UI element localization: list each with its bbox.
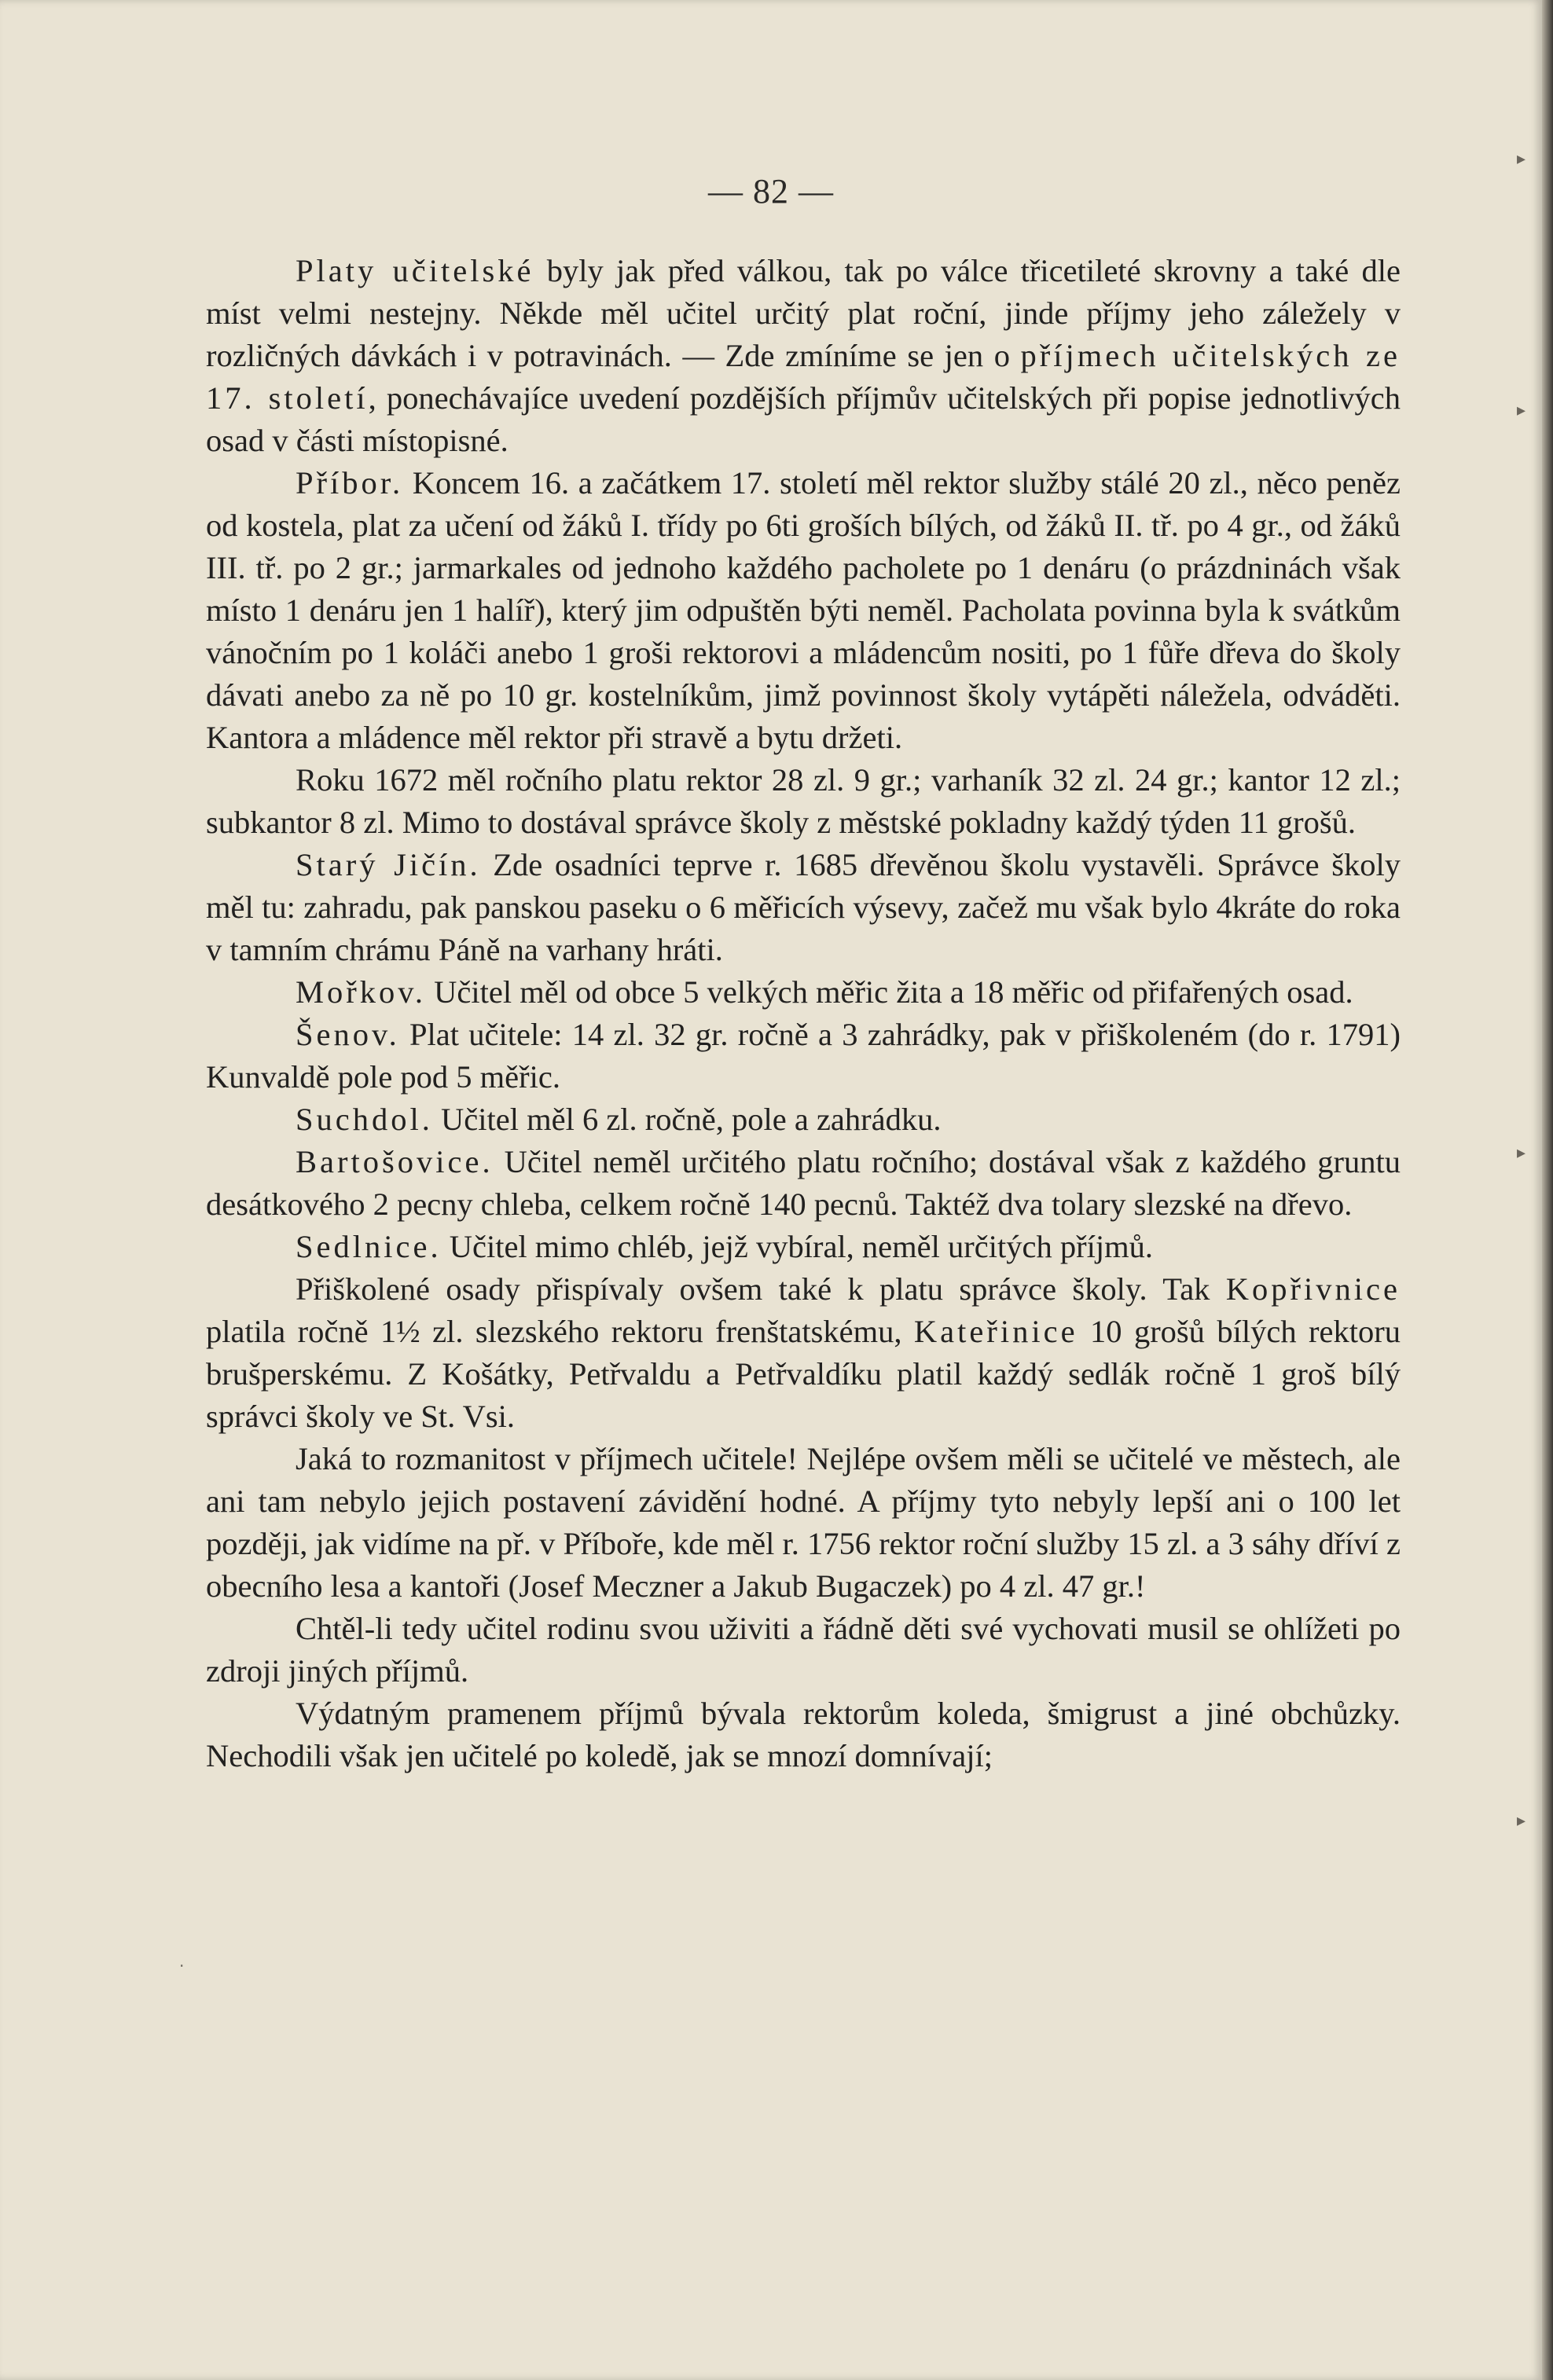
paragraph-lead: Bartošovice. (296, 1144, 494, 1179)
page-edge-shadow (1542, 0, 1553, 2380)
paragraph-roku-1672 (206, 759, 1401, 844)
paragraph-stary-jicin (206, 844, 1401, 971)
paragraph-priskolene-osady (206, 1268, 1401, 1438)
paragraph-text: 10 grošů bílých rektoru brušperskému. Z Košátky, Petřvaldu a Petřvaldíku platil každý sedlák ročně 1 groš bílý správci školy ve St. Vsi. (206, 1314, 1401, 1434)
paragraph-text: Učitel měl 6 zl. ročně, pole a zahrádku. (432, 1102, 942, 1137)
scan-mark-arrow: ▸ (1517, 1811, 1526, 1831)
paragraph-lead: Mořkov. (296, 974, 426, 1010)
paragraph-lead: Platy učitelské (296, 253, 534, 288)
scan-mark-arrow: ▸ (1517, 149, 1526, 169)
paragraph-lead: Šenov. (296, 1017, 400, 1052)
scan-mark-dot: · (179, 1956, 185, 1975)
paragraph-lead: Starý Jičín. (296, 847, 481, 882)
paragraph-sedlnice (206, 1226, 1401, 1268)
paragraph-vydatnym (206, 1692, 1401, 1777)
paragraph-text: byly jak před válkou, tak po válce třicetileté skrovny a také dle míst velmi nestejny. Někde měl učitel určitý plat roční, jinde příjmy jeho záležely v rozličných dávkách i v potravinách. — Zde zmíníme se jen o (206, 253, 1401, 373)
paragraph-lead: Suchdol. (296, 1102, 433, 1137)
paragraph-chtel-li (206, 1608, 1401, 1692)
scan-mark-arrow: ▸ (1517, 401, 1526, 420)
paragraph-text: Učitel měl od obce 5 velkých měřic žita a 18 měřic od přifařených osad. (426, 974, 1353, 1010)
paragraph-morkov (206, 971, 1401, 1014)
emphasized-text: příjmech učitelských ze 17. století (206, 338, 1401, 416)
paragraph-bartosovice (206, 1141, 1401, 1226)
paragraph-text: Jaká to rozmanitost v příjmech učitele! Nejlépe ovšem měli se učitelé ve městech, ale ani tam nebylo jejich postavení závidění hodné. A příjmy tyto nebyly lepší ani o 100 let později, jak vidíme na př. v Příboře, kde měl r. 1756 rektor roční služby 15 zl. a 3 sáhy dříví z obecního lesa a kantoři (Josef Meczner a Jakub Bugaczek) po 4 zl. 47 gr.! (206, 1441, 1401, 1604)
paragraph-lead: Příbor. (296, 465, 404, 501)
paragraph-text: Chtěl-li tedy učitel rodinu svou uživiti a řádně děti své vychovati musil se ohlížeti po zdroji jiných příjmů. (206, 1611, 1401, 1689)
paragraph-text: Učitel neměl určitého platu ročního; dostával však z každého gruntu desátkového 2 pecny chleba, celkem ročně 140 pecnů. Taktéž dva tolary slezské na dřevo. (206, 1144, 1401, 1222)
paragraph-pribor (206, 462, 1401, 759)
paragraph-text: Zde osadníci teprve r. 1685 dřevěnou školu vystavěli. Správce školy měl tu: zahradu, pak panskou paseku o 6 měřicích výsevy, začež mu však bylo 4kráte do roka v tamním chrámu Páně na varhany hráti. (206, 847, 1401, 967)
emphasized-text: Kopřivnice (1225, 1271, 1401, 1307)
paragraph-rozmanitost (206, 1438, 1401, 1608)
paragraph-text: Výdatným pramenem příjmů bývala rektorům koleda, šmigrust a jiné obchůzky. Nechodili však jen učitelé po koledě, jak se mnozí domnívají; (206, 1696, 1401, 1773)
paragraph-text: platila ročně 1½ zl. slezského rektoru frenštatskému, (206, 1314, 914, 1349)
paragraph-senov (206, 1014, 1401, 1098)
paragraph-intro (206, 250, 1401, 462)
scan-mark-arrow: ▸ (1517, 1143, 1526, 1163)
emphasized-text: Kateřinice (913, 1314, 1078, 1349)
paragraph-suchdol (206, 1098, 1401, 1141)
paragraph-text: Přiškolené osady přispívaly ovšem také k platu správce školy. Tak (296, 1271, 1226, 1307)
paragraph-text: Plat učitele: 14 zl. 32 gr. ročně a 3 zahrádky, pak v přiškoleném (do r. 1791) Kunvaldě pole pod 5 měřic. (206, 1017, 1401, 1095)
paragraph-text: Koncem 16. a začátkem 17. století měl rektor služby stálé 20 zl., něco peněz od kostela, plat za učení od žáků I. třídy po 6ti groších bílých, od žáků II. tř. po 4 gr., od žáků III. tř. po 2 gr.; jarmarkales od jednoho každého pacholete po 1 denáru (o prázdninách však místo 1 denáru jen 1 halíř), který jim odpuštěn býti neměl. Pacholata povinna byla k svátkům vánočním po 1 koláči anebo 1 groši rektorovi a mládencům nositi, po 1 fůře dřeva do školy dávati anebo za ně po 10 gr. kostelníkům, jimž povinnost školy vytápěti náležela, odváděti. Kantora a mládence měl rektor při stravě a bytu držeti. (206, 465, 1401, 755)
paragraph-text: Roku 1672 měl ročního platu rektor 28 zl. 9 gr.; varhaník 32 zl. 24 gr.; kantor 12 zl.; subkantor 8 zl. Mimo to dostával správce školy z městské pokladny každý týden 11 grošů. (206, 762, 1401, 840)
paragraph-lead: Sedlnice. (296, 1229, 442, 1264)
page-number: — 82 — (708, 172, 834, 211)
paragraph-text: Učitel mimo chléb, jejž vybíral, neměl určitých příjmů. (441, 1229, 1153, 1264)
paragraph-text: , ponechávajíce uvedení pozdějších příjmův učitelských při popise jednotlivých osad v části místopisné. (206, 380, 1401, 458)
page-body (206, 250, 1401, 1777)
